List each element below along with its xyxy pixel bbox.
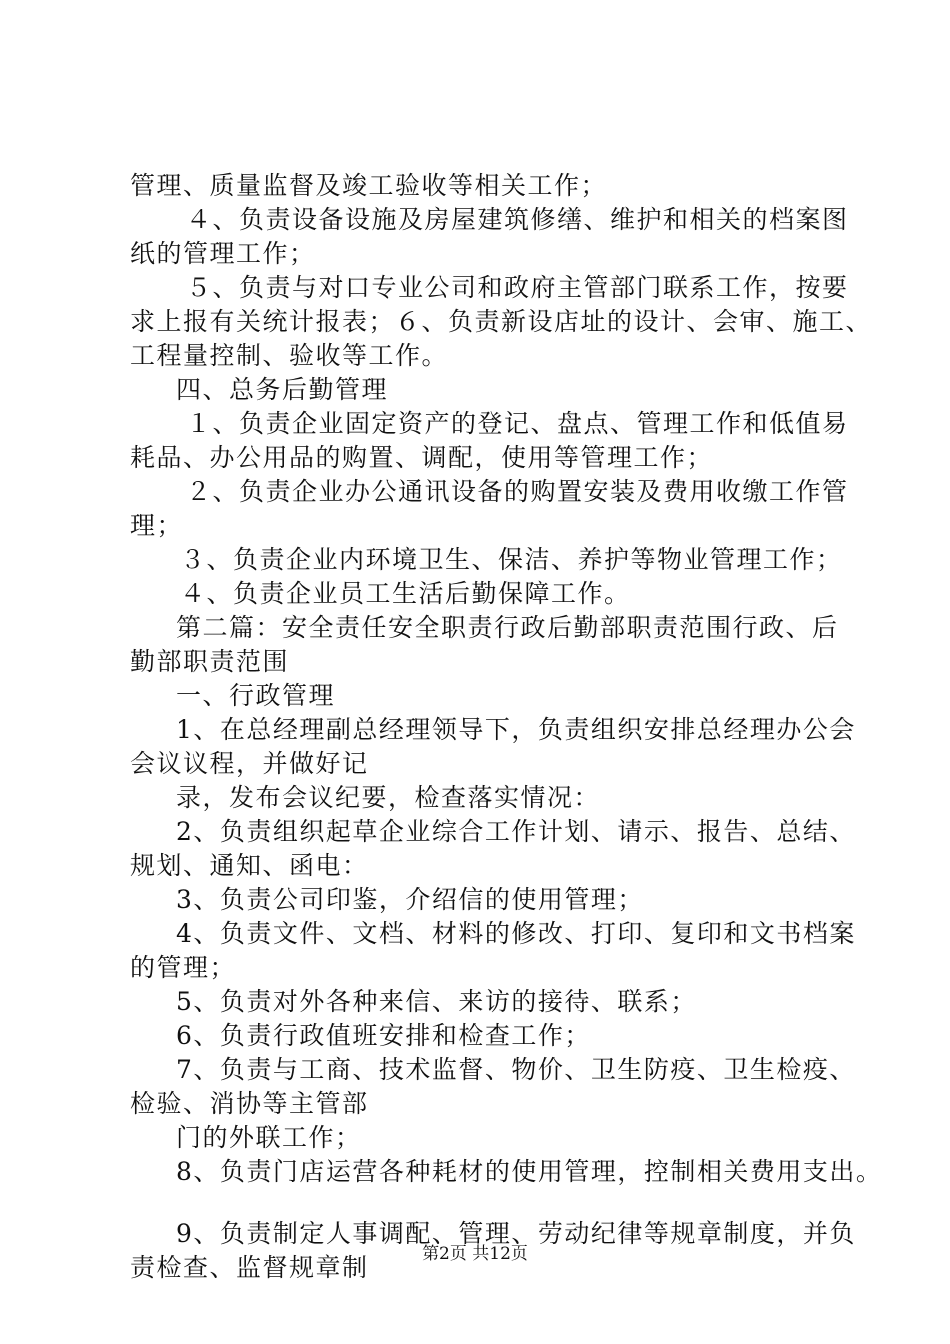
- text-line: 1、在总经理副总经理领导下，负责组织安排总经理办公会: [176, 715, 856, 744]
- text-line: 会议议程，并做好记: [130, 749, 369, 778]
- section-heading: 四、总务后勤管理: [176, 375, 389, 404]
- text-line: 5、负责对外各种来信、来访的接待、联系；: [176, 987, 697, 1016]
- section-heading: 一、行政管理: [176, 681, 336, 710]
- text-line: 录，发布会议纪要，检查落实情况：: [176, 783, 601, 812]
- page-number-footer: 第2页 共12页: [422, 1244, 528, 1264]
- text-line: 耗品、办公用品的购置、调配，使用等管理工作；: [130, 443, 714, 472]
- text-line: 6、负责行政值班安排和检查工作；: [176, 1021, 591, 1050]
- chapter-heading: 第二篇：安全责任安全职责行政后勤部职责范围行政、后: [176, 613, 839, 642]
- text-line: 的管理；: [130, 953, 237, 982]
- text-line: 责检查、监督规章制: [130, 1253, 369, 1282]
- text-line: ２、负责企业办公通讯设备的购置安装及费用收缴工作管: [186, 477, 849, 506]
- document-body: [130, 169, 883, 1285]
- text-line: 规划、通知、函电：: [130, 851, 369, 880]
- text-line: 3、负责公司印鉴，介绍信的使用管理；: [176, 885, 644, 914]
- text-line: 求上报有关统计报表；６、负责新设店址的设计、会审、施工、: [130, 307, 873, 336]
- text-line: ３、负责企业内环境卫生、保洁、养护等物业管理工作；: [180, 545, 843, 574]
- chapter-heading: 勤部职责范围: [130, 647, 290, 676]
- text-line: 理；: [130, 511, 184, 540]
- text-line: 8、负责门店运营各种耗材的使用管理，控制相关费用支出。: [176, 1157, 883, 1186]
- text-line: ４、负责企业员工生活后勤保障工作。: [180, 579, 631, 608]
- text-line: １、负责企业固定资产的登记、盘点、管理工作和低值易: [186, 409, 849, 438]
- text-line: 9、负责制定人事调配、管理、劳动纪律等规章制度，并负: [176, 1219, 856, 1248]
- text-line: 纸的管理工作；: [130, 239, 316, 268]
- paragraph-gap: [130, 1189, 850, 1217]
- text-line: ５、负责与对口专业公司和政府主管部门联系工作，按要: [186, 273, 849, 302]
- text-line: 4、负责文件、文档、材料的修改、打印、复印和文书档案: [176, 919, 856, 948]
- text-line: 门的外联工作；: [176, 1123, 362, 1152]
- text-line: 管理、质量监督及竣工验收等相关工作；: [130, 171, 608, 200]
- text-line: 工程量控制、验收等工作。: [130, 341, 449, 370]
- text-line: 7、负责与工商、技术监督、物价、卫生防疫、卫生检疫、: [176, 1055, 856, 1084]
- text-line: 检验、消协等主管部: [130, 1089, 369, 1118]
- text-line: 2、负责组织起草企业综合工作计划、请示、报告、总结、: [176, 817, 856, 846]
- text-line: ４、负责设备设施及房屋建筑修缮、维护和相关的档案图: [186, 205, 849, 234]
